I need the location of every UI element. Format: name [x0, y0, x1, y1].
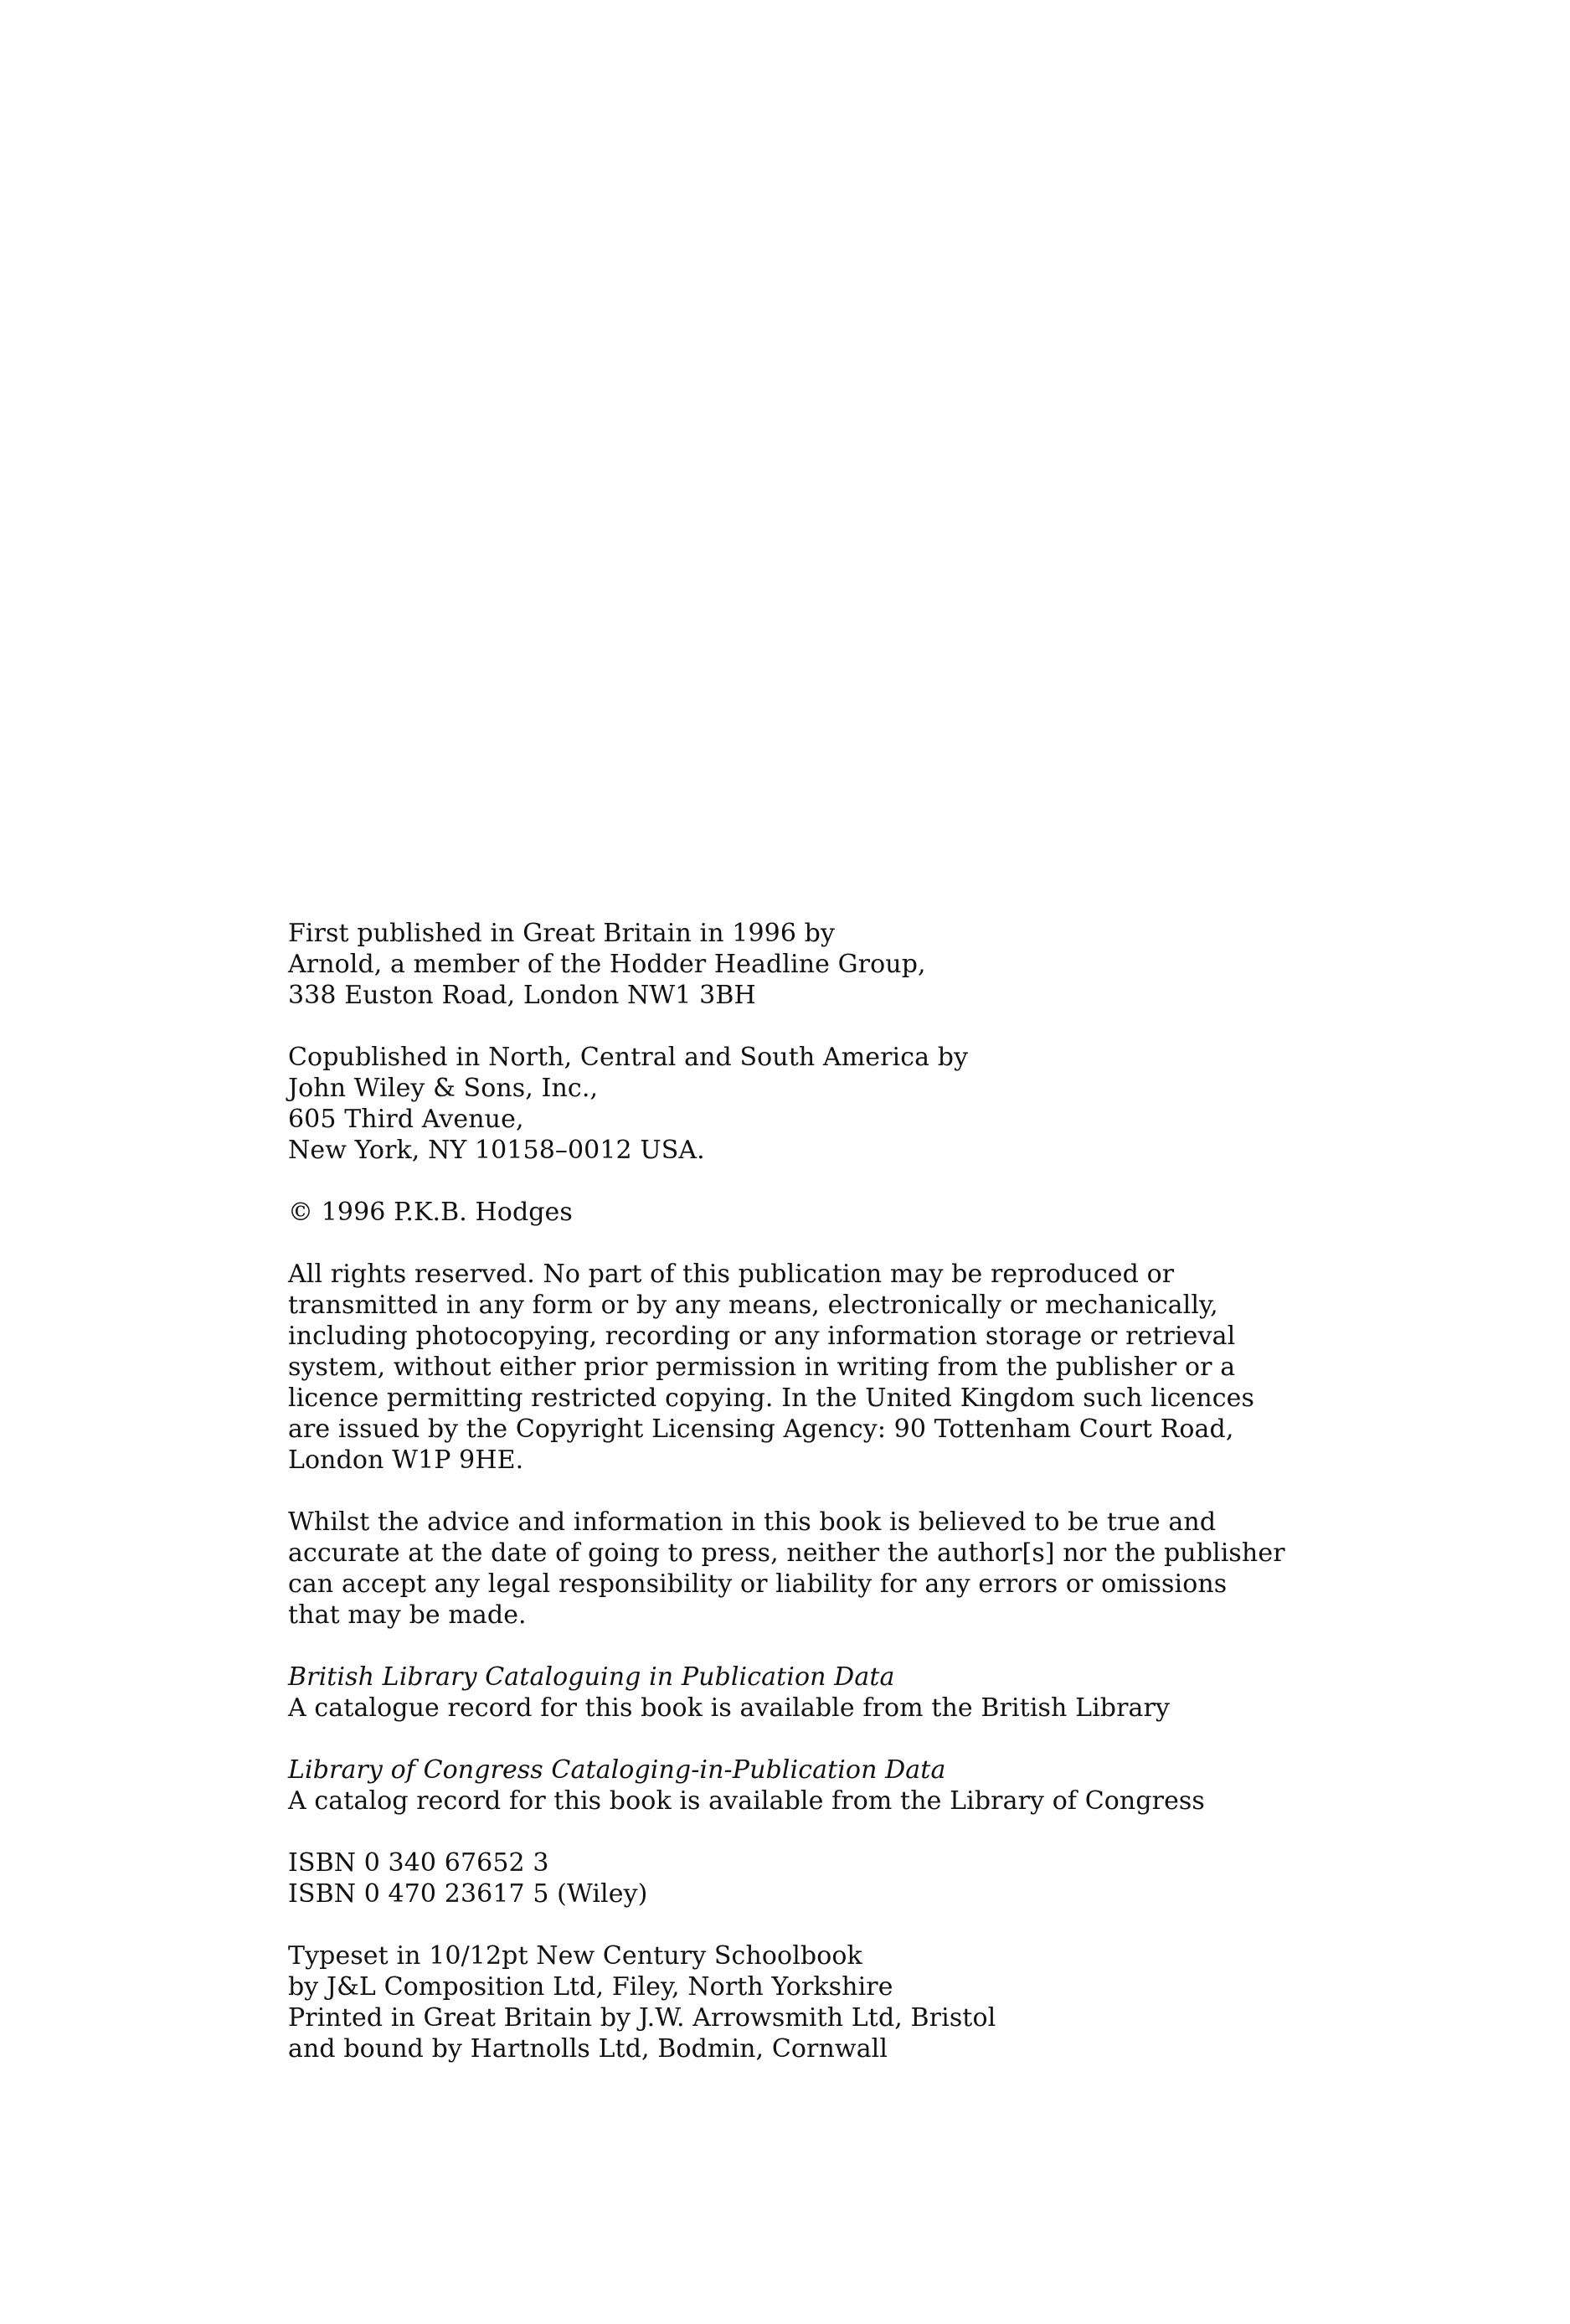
rights-statement: [288, 1259, 1326, 1476]
rights-line: are issued by the Copyright Licensing Agency: 90 Tottenham Court Road,: [288, 1414, 1234, 1444]
rights-line: London W1P 9HE.: [288, 1445, 524, 1475]
copublication-line: Copublished in North, Central and South America by: [288, 1043, 969, 1072]
isbn-line: ISBN 0 470 23617 5 (Wiley): [288, 1879, 648, 1909]
disclaimer-line: accurate at the date of going to press, neither the author[s] nor the publisher: [288, 1538, 1285, 1568]
copublication-line: 605 Third Avenue,: [288, 1105, 524, 1134]
rights-line: All rights reserved. No part of this publication may be reproduced or: [288, 1260, 1175, 1289]
british-library-heading: British Library Cataloguing in Publication Data: [288, 1662, 895, 1692]
publication-statement: [288, 918, 1326, 1011]
production-line: by J&L Composition Ltd, Filey, North Yorkshire: [288, 1972, 893, 2002]
disclaimer-statement: [288, 1507, 1326, 1631]
publication-line: Arnold, a member of the Hodder Headline Group,: [288, 950, 926, 979]
rights-line: licence permitting restricted copying. In the United Kingdom such licences: [288, 1384, 1255, 1413]
british-library-cip: [288, 1662, 1326, 1724]
production-line: and bound by Hartnolls Ltd, Bodmin, Cornwall: [288, 2034, 888, 2064]
disclaimer-line: can accept any legal responsibility or liability for any errors or omissions: [288, 1569, 1228, 1599]
rights-line: including photocopying, recording or any information storage or retrieval: [288, 1322, 1236, 1351]
copyright-line: © 1996 P.K.B. Hodges: [288, 1198, 573, 1227]
british-library-text: A catalogue record for this book is available from the British Library: [288, 1693, 1171, 1723]
rights-line: system, without either prior permission in writing from the publisher or a: [288, 1353, 1236, 1382]
copyright-notice: [288, 1197, 1326, 1228]
copublication-line: John Wiley & Sons, Inc.,: [288, 1074, 599, 1103]
isbn-list: [288, 1847, 1326, 1909]
copublication-line: New York, NY 10158–0012 USA.: [288, 1136, 705, 1165]
publication-line: 338 Euston Road, London NW1 3BH: [288, 981, 756, 1010]
library-of-congress-text: A catalog record for this book is available from the Library of Congress: [288, 1786, 1205, 1816]
library-of-congress-cip: [288, 1755, 1326, 1816]
rights-line: transmitted in any form or by any means, electronically or mechanically,: [288, 1291, 1218, 1320]
production-line: Typeset in 10/12pt New Century Schoolbook: [288, 1941, 862, 1971]
copyright-page-text: [288, 918, 1326, 2095]
publication-line: First published in Great Britain in 1996 by: [288, 919, 836, 948]
production-credits: [288, 1940, 1326, 2064]
library-of-congress-heading: Library of Congress Cataloging-in-Publication Data: [288, 1755, 946, 1785]
production-line: Printed in Great Britain by J.W. Arrowsmith Ltd, Bristol: [288, 2003, 996, 2033]
disclaimer-line: that may be made.: [288, 1600, 527, 1630]
copublication-statement: [288, 1042, 1326, 1166]
isbn-line: ISBN 0 340 67652 3: [288, 1848, 549, 1878]
disclaimer-line: Whilst the advice and information in this book is believed to be true and: [288, 1507, 1217, 1537]
